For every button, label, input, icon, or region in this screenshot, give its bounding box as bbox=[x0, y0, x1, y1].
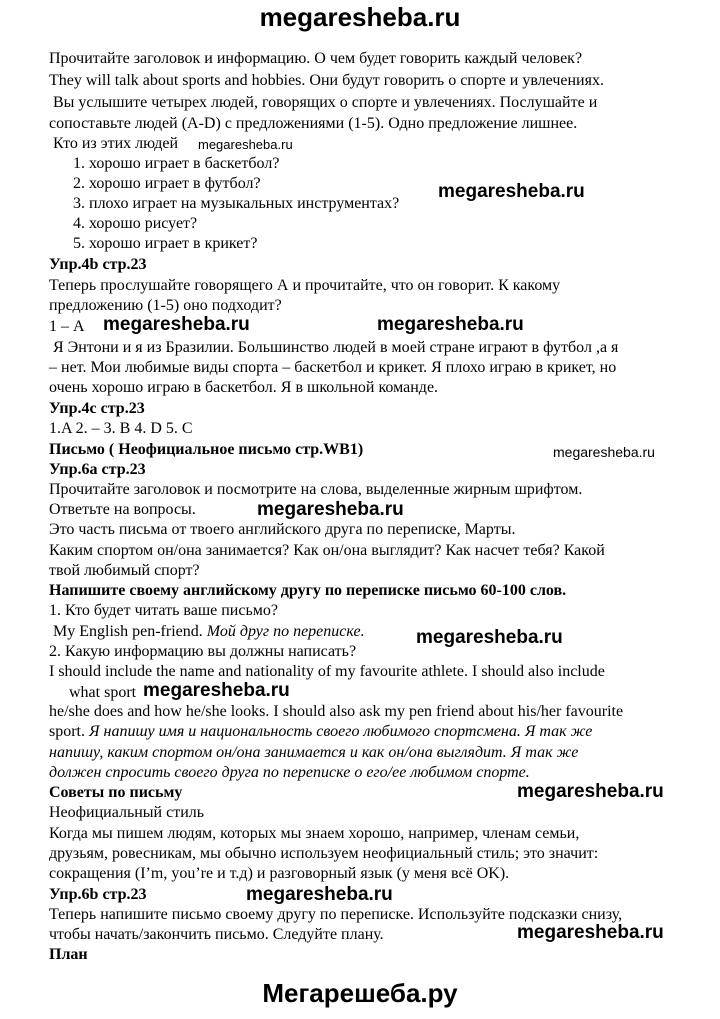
watermark: megaresheba.ru bbox=[103, 314, 250, 335]
tips-line-3: сокращения (I’m, you’re и т.д) и разговорный язык (у меня всё OK). bbox=[49, 865, 510, 882]
question-2: 2. хорошо играет в футбол? bbox=[73, 175, 261, 192]
answer-2-ru: Я напишу имя и национальность своего любимого спортсмена. Я так же bbox=[89, 723, 593, 740]
ex6a-question-1: 1. Кто будет читать ваше письмо? bbox=[49, 602, 278, 619]
ex4b-heading: Упр.4b стр.23 bbox=[49, 256, 147, 273]
ex6a-line-5: твой любимый спорт? bbox=[49, 562, 200, 579]
ex6a-heading: Упр.6a стр.23 bbox=[49, 461, 146, 478]
ex6a-question-2: 2. Какую информацию вы должны написать? bbox=[49, 643, 357, 660]
ex6a-answer-1 bbox=[53, 622, 365, 642]
watermark-inline: megaresheba.ru bbox=[198, 137, 293, 152]
answer-1-en: My English pen-friend. bbox=[53, 623, 203, 640]
ex6a-answer-2-line-6: должен спросить своего друга по переписке о его/ее любимом спорте. bbox=[49, 764, 530, 781]
tips-line-2: друзьям, ровесникам, мы обычно используем неофициальный стиль; это значит: bbox=[49, 845, 599, 862]
intro-line-1: Прочитайте заголовок и информацию. О чем будет говорить каждый человек? bbox=[49, 50, 583, 67]
ex4b-text-2: – нет. Мои любимые виды спорта – баскетбол и крикет. Я плохо играю в крикет, но bbox=[49, 359, 617, 376]
watermark: megaresheba.ru bbox=[553, 444, 655, 460]
question-1: 1. хорошо играет в баскетбол? bbox=[73, 155, 280, 172]
watermark: megaresheba.ru bbox=[517, 781, 664, 802]
question-4: 4. хорошо рисует? bbox=[73, 215, 198, 232]
watermark: megaresheba.ru bbox=[438, 181, 585, 202]
ex6b-plan: План bbox=[49, 946, 88, 963]
site-footer[interactable]: Мегарешеба.ру bbox=[262, 978, 458, 1008]
ex4b-text-1: Я Энтони и я из Бразилии. Большинство людей в моей стране играют в футбол ,а я bbox=[53, 339, 619, 356]
tips-heading: Советы по письму bbox=[49, 784, 183, 801]
ex4c-answers: 1.A 2. – 3. B 4. D 5. C bbox=[49, 420, 193, 437]
ex6a-line-2: Ответьте на вопросы. bbox=[49, 501, 196, 518]
ex6a-answer-2-line-2: what sport bbox=[69, 684, 137, 701]
intro-line-4: сопоставьте людей (A-D) с предложениями (1-5). Одно предложение лишнее. bbox=[49, 115, 578, 132]
ex6a-answer-2-line-4 bbox=[49, 722, 592, 742]
intro-line-5: Кто из этих людей bbox=[53, 135, 179, 152]
intro-line-3: Вы услышите четырех людей, говорящих о спорте и увлечениях. Послушайте и bbox=[53, 94, 598, 111]
ex4b-line-2: предложению (1-5) оно подходит? bbox=[49, 297, 282, 314]
ex6a-line-4: Каким спортом он/она занимается? Как он/она выглядит? Как насчет тебя? Какой bbox=[49, 542, 605, 559]
tips-line-1: Когда мы пишем людям, которых мы знаем хорошо, например, членам семьи, bbox=[49, 825, 580, 842]
watermark: megaresheba.ru bbox=[517, 922, 664, 943]
answer-2-en: sport. bbox=[49, 723, 85, 740]
question-3: 3. плохо играет на музыкальных инструментах? bbox=[73, 195, 400, 212]
ex6b-line-2: чтобы начать/закончить письмо. Следуйте плану. bbox=[49, 926, 384, 943]
ex6b-heading: Упр.6b стр.23 bbox=[49, 886, 147, 903]
ex4c-heading: Упр.4c стр.23 bbox=[49, 400, 145, 417]
ex6a-answer-2-line-1: I should include the name and nationality of my favourite athlete. I should also include bbox=[49, 663, 605, 680]
question-5: 5. хорошо играет в крикет? bbox=[73, 235, 258, 252]
ex6a-line-3: Это часть письма от твоего английского друга по переписке, Марты. bbox=[49, 521, 516, 538]
ex6a-answer-2-line-3: he/she does and how he/she looks. I should also ask my pen friend about his/her favourite bbox=[49, 703, 624, 720]
watermark: megaresheba.ru bbox=[257, 499, 404, 520]
watermark: megaresheba.ru bbox=[377, 314, 524, 335]
watermark: megaresheba.ru bbox=[246, 884, 393, 905]
answer-1-ru: Мой друг по переписке. bbox=[206, 623, 365, 640]
ex4b-line-1: Теперь прослушайте говорящего А и прочитайте, что он говорит. К какому bbox=[49, 277, 561, 294]
watermark: megaresheba.ru bbox=[416, 627, 563, 648]
watermark: megaresheba.ru bbox=[143, 680, 290, 701]
letter-heading: Письмо ( Неофициальное письмо стр.WB1) bbox=[49, 441, 364, 458]
ex6a-task: Напишите своему английскому другу по переписке письмо 60-100 слов. bbox=[49, 582, 567, 599]
tips-subheading: Неофициальный стиль bbox=[49, 804, 205, 821]
ex4b-answer: 1 – А bbox=[49, 318, 85, 335]
ex6a-line-1: Прочитайте заголовок и посмотрите на слова, выделенные жирным шрифтом. bbox=[49, 481, 583, 498]
ex4b-text-3: очень хорошо играю в баскетбол. Я в школьной команде. bbox=[49, 379, 439, 396]
intro-line-2: They will talk about sports and hobbies. Они будут говорить о спорте и увлечениях. bbox=[49, 72, 604, 89]
site-header[interactable]: megaresheba.ru bbox=[259, 2, 461, 32]
ex6b-line-1: Теперь напишите письмо своему другу по переписке. Используйте подсказки снизу, bbox=[49, 906, 623, 923]
ex6a-answer-2-line-5: напишу, каким спортом он/она занимается и как он/она выглядит. Я так же bbox=[49, 744, 579, 761]
